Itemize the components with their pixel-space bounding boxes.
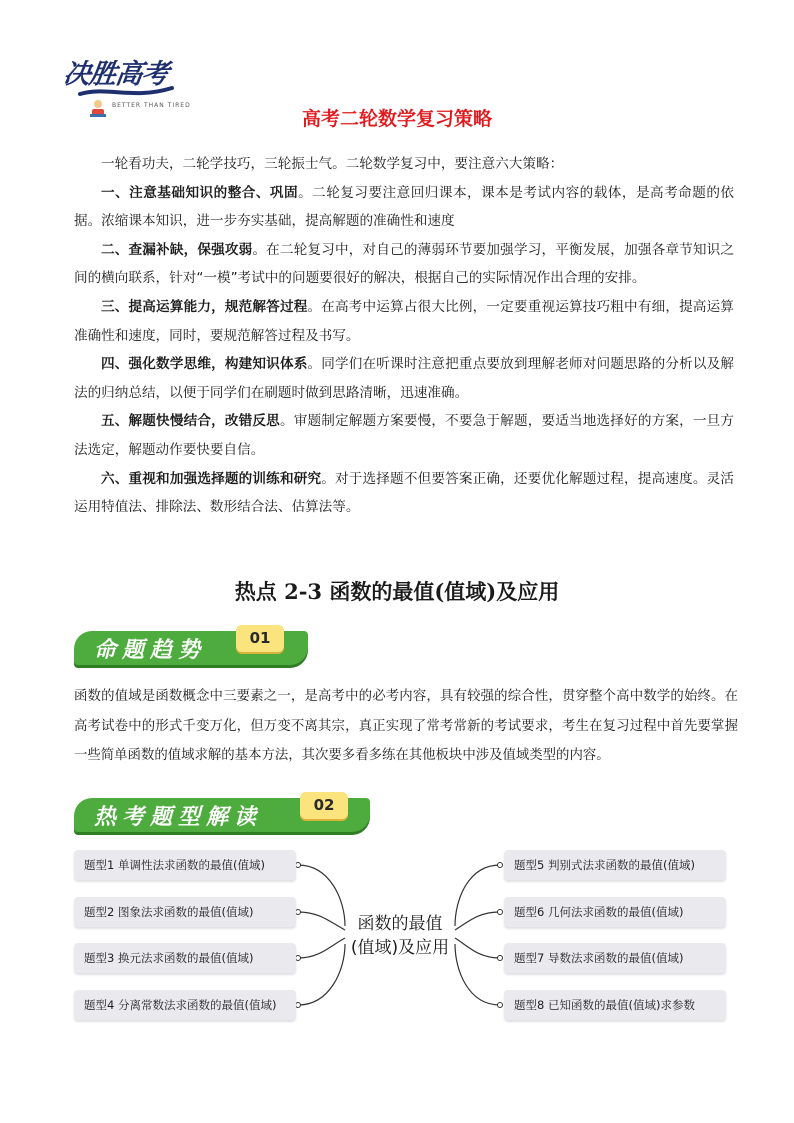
connector-2 bbox=[298, 912, 345, 930]
connector-dot bbox=[498, 910, 503, 915]
mind-map bbox=[0, 830, 794, 1030]
topic-node: 题型4 分离常数法求函数的最值(值域) bbox=[74, 990, 296, 1020]
banner-label: 热考题型解读 bbox=[94, 804, 263, 830]
connector-6 bbox=[455, 912, 500, 930]
trend-text: 函数的值域是函数概念中三要素之一，是高考中的必考内容，具有较强的综合性，贯穿整个高中数学的始终。在高考试卷中的形式千变万化，但万变不离其宗，真正实现了常考常新的考试要求，考生在复习过程中首先要掌握一些简单函数的值域求解的基本方法，其次要多看多练在其他板块中涉及值域类型的内容。 bbox=[74, 689, 738, 763]
connector-dot bbox=[296, 1003, 301, 1008]
page-title: 高考二轮数学复习策略 bbox=[301, 108, 492, 130]
topic-node: 题型1 单调性法求函数的最值(值域) bbox=[74, 850, 296, 880]
logo-brand-text: 决胜高考 bbox=[61, 59, 170, 90]
topic-node: 题型3 换元法求函数的最值(值域) bbox=[74, 943, 296, 973]
strategy-paragraph: 六、重视和加强选择题的训练和研究。对于选择题不但要答案正确，还要优化解题过程，提高速度。灵活运用特值法、排除法、数形结合法、估算法等。 bbox=[74, 470, 734, 516]
strategy-paragraph: 二、查漏补缺，保强攻弱。在二轮复习中，对自己的薄弱环节要加强学习，平衡发展，加强各章节知识之间的横向联系，针对“一模”考试中的问题要很好的解决，根据自己的实际情况作出合理的安排。 bbox=[74, 241, 735, 287]
strategy-paragraph: 一、注意基础知识的整合、巩固。二轮复习要注意回归课本，课本是考试内容的载体，是高考命题的依据。浓缩课本知识，进一步夯实基础，提高解题的准确性和速度 bbox=[74, 184, 735, 230]
banner-number: 02 bbox=[300, 792, 348, 819]
topic-node: 题型7 导数法求函数的最值(值域) bbox=[504, 943, 726, 973]
connector-3 bbox=[298, 938, 345, 958]
intro-opening: 一轮看功夫，二轮学技巧，三轮振士气。二轮数学复习中，要注意六大策略： bbox=[101, 156, 564, 172]
connector-dot bbox=[498, 863, 503, 868]
logo-subtext: BETTER THAN TIRED bbox=[112, 102, 191, 109]
strategy-paragraph: 三、提高运算能力，规范解答过程。在高考中运算占很大比例，一定要重视运算技巧粗中有细，提高运算准确性和速度，同时，要规范解答过程及书写。 bbox=[74, 298, 734, 344]
topic-node: 题型8 已知函数的最值(值域)求参数 bbox=[504, 990, 726, 1020]
banner-label: 命题趋势 bbox=[94, 637, 207, 663]
connector-dot bbox=[296, 956, 301, 961]
strategy-paragraph: 四、强化数学思维，构建知识体系。同学们在听课时注意把重点要放到理解老师对问题思路的分析以及解法的归纳总结，以便于同学们在刷题时做到思路清晰，迅速准确。 bbox=[74, 356, 734, 401]
center-line-1: 函数的最值 bbox=[357, 914, 443, 934]
banner-number: 01 bbox=[236, 625, 284, 652]
mind-map-center bbox=[340, 912, 460, 960]
connector-4 bbox=[298, 944, 345, 1005]
connector-dot bbox=[296, 863, 301, 868]
banner-trend bbox=[74, 625, 314, 669]
strategy-paragraph: 五、解题快慢结合，改错反思。审题制定解题方案要慢，不要急于解题，要适当地选择好的方案，一旦方法选定，解题动作要快要自信。 bbox=[74, 413, 735, 458]
center-line-2: (值域)及应用 bbox=[350, 938, 450, 958]
topic-node: 题型2 图象法求函数的最值(值域) bbox=[74, 897, 296, 927]
connector-dot bbox=[296, 910, 301, 915]
connector-dot bbox=[498, 1003, 503, 1008]
connector-7 bbox=[455, 938, 500, 958]
topic-node: 题型5 判别式法求函数的最值(值域) bbox=[504, 850, 726, 880]
topic-node: 题型6 几何法求函数的最值(值域) bbox=[504, 897, 726, 927]
connector-dot bbox=[498, 956, 503, 961]
section-title: 热点 2-3 函数的最值(值域)及应用 bbox=[234, 579, 560, 604]
intro-section bbox=[74, 150, 734, 522]
